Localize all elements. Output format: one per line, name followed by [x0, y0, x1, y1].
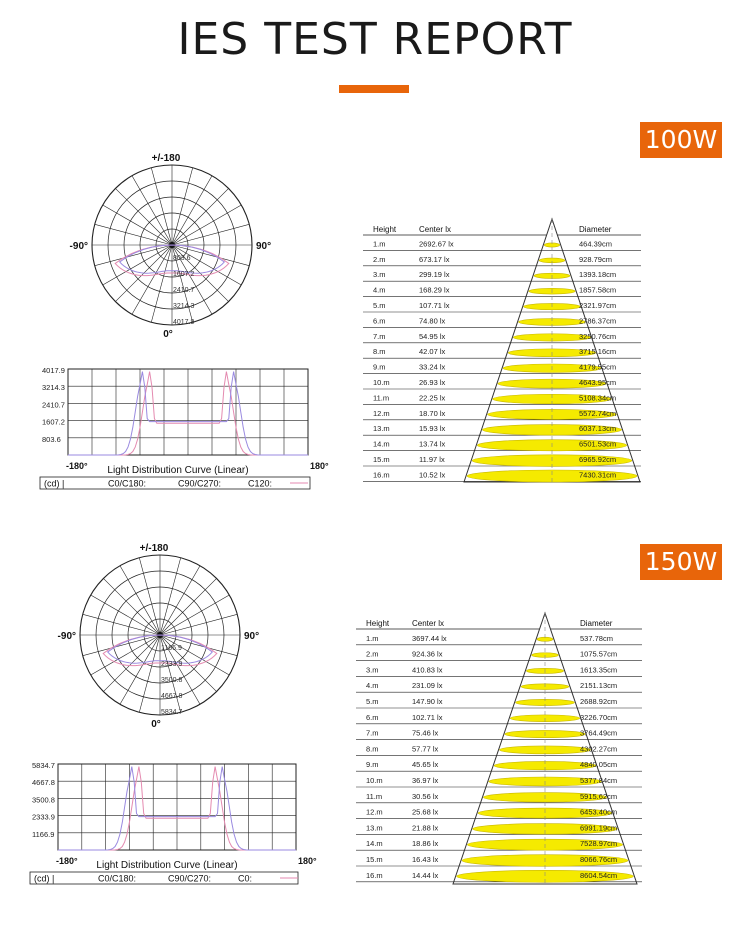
cone-5-cell-diameter: 3764.49cm	[580, 728, 618, 738]
cone-2-cell-diameter: 2786.37cm	[579, 316, 617, 326]
polar-3-spoke	[160, 558, 181, 635]
cone-5-cell-height: 3.m	[366, 665, 379, 675]
cone-5-cell-diameter: 4840.05cm	[580, 760, 618, 770]
cone-5-cell-diameter: 537.78cm	[580, 633, 613, 643]
cone-2-cell-height: 13.m	[373, 424, 390, 434]
polar-0-spoke	[151, 168, 172, 245]
cone-5-cell-height: 4.m	[366, 681, 379, 691]
cone-5-cell-height: 8.m	[366, 744, 379, 754]
cone-2-cell-height: 2.m	[373, 254, 386, 264]
polar-0-ring-label: 4017.9	[173, 319, 195, 326]
cone-2-cell-center: 168.29 lx	[419, 285, 450, 295]
cone-2-cell-diameter: 464.39cm	[579, 239, 612, 249]
linear-4-y-tick: 2333.9	[32, 812, 55, 822]
cone-2-cell-height: 11.m	[373, 393, 390, 403]
cone-2-cell-center: 15.93 lx	[419, 424, 446, 434]
cone-5-cell-center: 16.43 lx	[412, 855, 439, 864]
cone-5-cell-diameter: 4302.27cm	[580, 744, 618, 754]
cone-5-cell-height: 9.m	[366, 760, 379, 770]
cone-5-cell-diameter: 8066.76cm	[580, 855, 618, 864]
cone-2-header-center: Center lx	[419, 225, 452, 234]
power-badge-100w: 100W	[640, 122, 722, 158]
linear-1-y-tick: 803.6	[42, 434, 61, 444]
cone-2-cell-diameter: 1857.58cm	[579, 285, 617, 295]
cone-5-cell-height: 6.m	[366, 712, 379, 722]
polar-3-left-label: -90°	[57, 631, 76, 642]
cone-5-cell-diameter: 6991.19cm	[580, 823, 618, 833]
cone-5-cell-diameter: 3226.70cm	[580, 712, 618, 722]
linear-4-title: Light Distribution Curve (Linear)	[96, 860, 238, 871]
polar-0-spoke	[103, 205, 172, 245]
polar-3-spoke	[91, 595, 160, 635]
cone-2-cell-diameter: 6037.13cm	[579, 424, 617, 434]
cone-2-cell-center: 11.97 lx	[419, 455, 445, 464]
cone-2-cell-diameter: 5572.74cm	[579, 408, 617, 418]
cone-5-cell-height: 12.m	[366, 807, 383, 817]
polar-3-bottom-label: 0°	[151, 719, 161, 730]
cone-2-cell-center: 26.93 lx	[419, 378, 446, 387]
polar-3-ring-label: 5834.7	[161, 709, 183, 716]
cone-2-cell-height: 8.m	[373, 347, 386, 357]
cone-5-header-center: Center lx	[412, 619, 445, 628]
polar-0-spoke	[172, 176, 212, 245]
linear-1-legend-item: C0/C180:	[108, 478, 147, 489]
polar-0-spoke	[95, 245, 172, 266]
cone-2-cell-height: 16.m	[373, 470, 390, 480]
cone-2-cell-height: 12.m	[373, 408, 390, 418]
polar-0-spoke	[132, 245, 172, 314]
cone-2-cell-height: 15.m	[373, 455, 390, 464]
polar-3-spoke	[120, 566, 160, 635]
cone-5-cell-diameter: 1075.57cm	[580, 649, 618, 659]
cone-5-cell-diameter: 2688.92cm	[580, 697, 618, 706]
cone-5-cell-center: 36.97 lx	[412, 776, 439, 785]
cone-2-cell-diameter: 928.79cm	[579, 254, 612, 264]
polar-3-spoke	[83, 635, 160, 656]
polar-3-right-label: 90°	[244, 631, 260, 642]
cone-5-cell-diameter: 6453.40cm	[580, 807, 618, 817]
polar-0-right-label: 90°	[256, 241, 272, 252]
cone-5-cell-center: 57.77 lx	[412, 744, 439, 754]
cone-5-cell-height: 2.m	[366, 649, 379, 659]
cone-5-cell-diameter: 5915.62cm	[580, 791, 618, 801]
linear-1-title: Light Distribution Curve (Linear)	[107, 465, 249, 476]
linear-4-x-left: -180°	[56, 856, 78, 866]
linear-1-legend-item: C120:	[248, 478, 273, 489]
cone-5-cell-center: 30.56 lx	[412, 791, 439, 801]
polar-0-spoke	[172, 205, 241, 245]
linear-4-y-tick: 4667.8	[32, 778, 55, 788]
cone-5-cell-center: 75.46 lx	[412, 728, 439, 738]
linear-1-x-left: -180°	[66, 461, 88, 471]
cone-2-cell-height: 4.m	[373, 285, 386, 295]
cone-2-cell-diameter: 7430.31cm	[579, 470, 617, 480]
cone-5-cell-diameter: 2151.13cm	[580, 681, 618, 691]
cone-5-header-height: Height	[366, 619, 390, 628]
cone-2-cell-diameter: 6965.92cm	[579, 455, 617, 464]
polar-3-spoke	[139, 635, 160, 712]
cone-2-cell-diameter: 6501.53cm	[579, 439, 617, 449]
linear-1-y-tick: 4017.9	[42, 366, 65, 375]
linear-4-legend-item: C90/C270:	[168, 873, 212, 884]
cone-5-cell-center: 14.44 lx	[412, 870, 439, 880]
page-title: IES TEST REPORT	[177, 14, 573, 65]
polar-3-spoke	[139, 558, 160, 635]
polar-0-spoke	[115, 188, 172, 245]
polar-3-spoke	[160, 578, 217, 635]
polar-0-spoke	[95, 224, 172, 245]
cone-2-cell-height: 6.m	[373, 316, 386, 326]
cone-2-cell-diameter: 4643.95cm	[579, 378, 617, 387]
linear-1-y-tick: 2410.7	[42, 400, 65, 410]
cone-2-cell-height: 9.m	[373, 362, 386, 372]
cone-2-cell-height: 10.m	[373, 378, 390, 387]
cone-2-header-height: Height	[373, 225, 397, 234]
cone-5-cell-diameter: 7528.97cm	[580, 839, 618, 849]
cone-5-cell-center: 231.09 lx	[412, 681, 443, 691]
linear-4-y-tick: 3500.8	[32, 795, 55, 805]
polar-0-bottom-label: 0°	[163, 329, 173, 340]
linear-4-legend-unit: (cd) |	[34, 873, 55, 884]
polar-0-spoke	[172, 188, 229, 245]
cone-5-cell-diameter: 8604.54cm	[580, 870, 618, 880]
polar-0-left-label: -90°	[69, 241, 88, 252]
cone-2-cell-center: 299.19 lx	[419, 270, 450, 280]
cone-5-cell-diameter: 5377.84cm	[580, 776, 618, 785]
cone-5-cell-center: 102.71 lx	[412, 712, 443, 722]
cone-2-cell-center: 42.07 lx	[419, 347, 446, 357]
cone-2-cell-center: 2692.67 lx	[419, 239, 454, 249]
polar-3-spoke	[160, 614, 237, 635]
cone-5-cell-center: 3697.44 lx	[412, 633, 447, 643]
linear-4-y-tick: 5834.7	[32, 761, 55, 770]
cone-5-cell-height: 1.m	[366, 633, 379, 643]
polar-3-ring-label: 1166.9	[161, 645, 182, 652]
polar-0-spoke	[172, 168, 193, 245]
cone-2-cell-center: 107.71 lx	[419, 301, 450, 310]
cone-2-cell-diameter: 3715.16cm	[579, 347, 617, 357]
cone-2-cell-diameter: 3250.76cm	[579, 331, 617, 341]
cone-2-cell-diameter: 1393.18cm	[579, 270, 617, 280]
polar-0-ring-label: 3214.3	[173, 303, 195, 310]
cone-2-cell-height: 7.m	[373, 331, 386, 341]
linear-1-legend-item: C90/C270:	[178, 478, 222, 489]
cone-2-cell-height: 5.m	[373, 301, 386, 310]
linear-1-legend-unit: (cd) |	[44, 478, 65, 489]
cone-5-cell-center: 21.88 lx	[412, 823, 439, 833]
cone-2-cell-center: 673.17 lx	[419, 254, 450, 264]
cone-2-cell-diameter: 5108.34cm	[579, 393, 617, 403]
cone-2-cell-center: 10.52 lx	[419, 470, 446, 480]
cone-2-cell-center: 13.74 lx	[419, 439, 446, 449]
cone-2-header-diameter: Diameter	[579, 225, 612, 234]
cone-5-cell-height: 10.m	[366, 776, 383, 785]
cone-5-cell-center: 410.83 lx	[412, 665, 443, 675]
linear-4-x-right: 180°	[298, 856, 317, 866]
cone-2-cell-diameter: 2321.97cm	[579, 301, 617, 310]
cone-2-cell-center: 18.70 lx	[419, 408, 446, 418]
polar-0-top-label: +/-180	[151, 153, 181, 164]
linear-4-y-tick: 1166.9	[32, 829, 55, 839]
linear-4-legend-box	[30, 872, 298, 884]
cone-5-cell-height: 14.m	[366, 839, 383, 849]
cone-5-cell-diameter: 1613.35cm	[580, 665, 618, 675]
cone-2-cell-center: 74.80 lx	[419, 316, 446, 326]
cone-2-cell-center: 22.25 lx	[419, 393, 446, 403]
linear-4-legend-item: C0/C180:	[98, 873, 137, 884]
cone-2-cell-height: 14.m	[373, 439, 390, 449]
polar-0-ring-label: 1607.2	[173, 271, 195, 278]
cone-5-cell-height: 15.m	[366, 855, 383, 864]
cone-5-cell-center: 18.86 lx	[412, 839, 439, 849]
polar-3-spoke	[160, 566, 200, 635]
polar-0-spoke	[132, 176, 172, 245]
cone-5-cell-center: 147.90 lx	[412, 697, 443, 706]
cone-2-cell-center: 54.95 lx	[419, 331, 446, 341]
cone-2-cell-height: 1.m	[373, 239, 386, 249]
polar-3-ring-label: 2333.9	[161, 661, 183, 668]
cone-5-cell-center: 45.65 lx	[412, 760, 439, 770]
polar-3-ring-label: 4667.8	[161, 693, 183, 700]
polar-3-spoke	[120, 635, 160, 704]
polar-0-spoke	[172, 224, 249, 245]
polar-0-ring-label: 803.6	[173, 255, 191, 262]
linear-1-x-right: 180°	[310, 461, 329, 471]
cone-5-cell-center: 924.36 lx	[412, 649, 443, 659]
cone-5-cell-height: 5.m	[366, 697, 379, 706]
cone-5-cell-height: 16.m	[366, 870, 383, 880]
cone-2-cell-height: 3.m	[373, 270, 386, 280]
polar-3-spoke	[83, 614, 160, 635]
cone-2-cell-center: 33.24 lx	[419, 362, 446, 372]
linear-1-y-tick: 3214.3	[42, 383, 65, 393]
cone-2-cell-diameter: 4179.55cm	[579, 362, 617, 372]
polar-3-top-label: +/-180	[139, 543, 169, 554]
cone-5-cell-height: 7.m	[366, 728, 379, 738]
cone-5-header-diameter: Diameter	[580, 619, 613, 628]
polar-3-spoke	[103, 578, 160, 635]
polar-0-ring-label: 2410.7	[173, 287, 195, 294]
linear-4-legend-item: C0:	[238, 873, 253, 884]
cone-5-cell-height: 13.m	[366, 823, 383, 833]
polar-0-spoke	[151, 245, 172, 322]
linear-1-y-tick: 1607.2	[42, 417, 65, 427]
cone-5-cell-height: 11.m	[366, 791, 383, 801]
cone-5-cell-center: 25.68 lx	[412, 807, 439, 817]
polar-3-ring-label: 3500.8	[161, 677, 183, 684]
polar-3-spoke	[160, 595, 229, 635]
power-badge-150w: 150W	[640, 544, 722, 580]
